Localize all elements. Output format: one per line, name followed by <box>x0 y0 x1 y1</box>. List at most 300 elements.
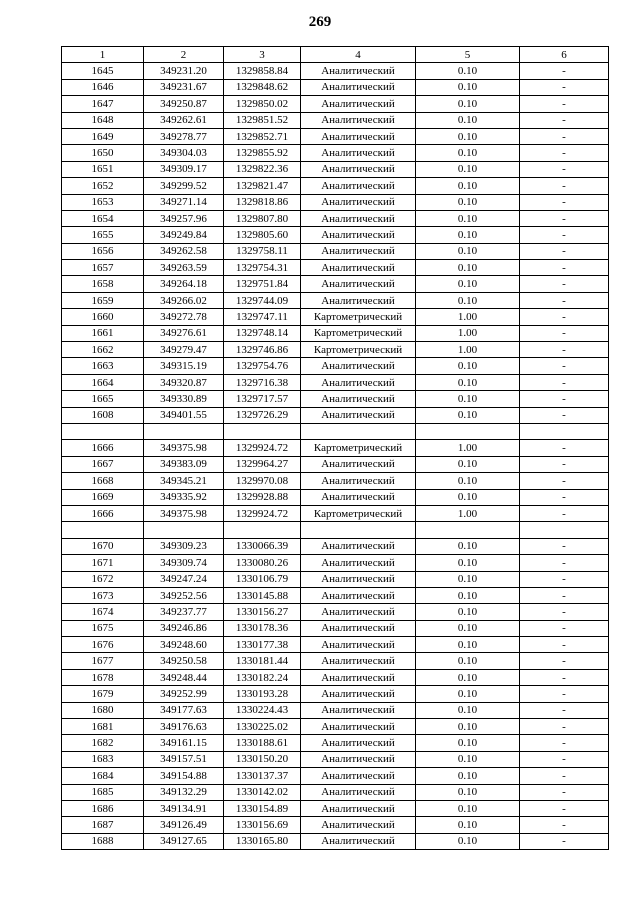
table-cell: 1681 <box>62 719 144 735</box>
table-row <box>62 768 609 784</box>
table-row <box>62 735 609 751</box>
table-row <box>62 702 609 718</box>
table-row <box>62 276 609 292</box>
table-cell: - <box>520 276 609 292</box>
table-cell: 349271.14 <box>144 194 224 210</box>
table-cell: 1330145.88 <box>224 587 301 603</box>
table-cell: 1658 <box>62 276 144 292</box>
table-cell: - <box>520 505 609 521</box>
table-cell: 0.10 <box>416 653 520 669</box>
table-cell: 0.10 <box>416 210 520 226</box>
table-cell: 1675 <box>62 620 144 636</box>
table-cell: 349272.78 <box>144 309 224 325</box>
table-row <box>62 210 609 226</box>
table-cell: 349335.92 <box>144 489 224 505</box>
table-cell: - <box>520 407 609 423</box>
table-cell: Аналитический <box>301 210 416 226</box>
table-row <box>62 784 609 800</box>
table-row <box>62 522 609 538</box>
table-cell: 349154.88 <box>144 768 224 784</box>
table-cell: Аналитический <box>301 391 416 407</box>
table-row <box>62 96 609 112</box>
table-cell: Аналитический <box>301 538 416 554</box>
table-cell: 349161.15 <box>144 735 224 751</box>
table-cell: Аналитический <box>301 555 416 571</box>
table-cell: Аналитический <box>301 800 416 816</box>
table-cell: 349262.61 <box>144 112 224 128</box>
table-cell <box>301 522 416 538</box>
table-cell: 0.10 <box>416 456 520 472</box>
table-row <box>62 145 609 161</box>
table-cell: 1676 <box>62 637 144 653</box>
table-cell: 1329855.92 <box>224 145 301 161</box>
table-cell: Аналитический <box>301 112 416 128</box>
table-cell: 1330066.39 <box>224 538 301 554</box>
table-cell: 1329821.47 <box>224 178 301 194</box>
column-header: 2 <box>144 47 224 63</box>
table-cell <box>520 522 609 538</box>
table-cell: Аналитический <box>301 587 416 603</box>
table-cell: Аналитический <box>301 833 416 849</box>
table-cell: 1685 <box>62 784 144 800</box>
table-cell: 1329717.57 <box>224 391 301 407</box>
table-cell: - <box>520 571 609 587</box>
table-cell: Аналитический <box>301 276 416 292</box>
table-cell <box>144 522 224 538</box>
table-cell: 349126.49 <box>144 817 224 833</box>
table-cell: 1646 <box>62 79 144 95</box>
table-row <box>62 719 609 735</box>
table-cell: 349276.61 <box>144 325 224 341</box>
table-cell: 1330225.02 <box>224 719 301 735</box>
table-cell: - <box>520 128 609 144</box>
table-cell: 0.10 <box>416 161 520 177</box>
table-cell: - <box>520 489 609 505</box>
table-cell: 1330156.27 <box>224 604 301 620</box>
table-cell: - <box>520 784 609 800</box>
table-cell: 1.00 <box>416 325 520 341</box>
table-cell: - <box>520 112 609 128</box>
table-cell: 1329751.84 <box>224 276 301 292</box>
table-cell: 1679 <box>62 686 144 702</box>
table-cell: 1652 <box>62 178 144 194</box>
table-cell: 0.10 <box>416 407 520 423</box>
table-cell: 0.10 <box>416 538 520 554</box>
table-cell: 1329858.84 <box>224 63 301 79</box>
table-cell: 0.10 <box>416 374 520 390</box>
table-cell: - <box>520 702 609 718</box>
table-row <box>62 669 609 685</box>
table-cell: Картометрический <box>301 325 416 341</box>
table-cell: - <box>520 620 609 636</box>
table-cell: 349315.19 <box>144 358 224 374</box>
table-row <box>62 571 609 587</box>
table-cell: 349278.77 <box>144 128 224 144</box>
table-cell: 1.00 <box>416 342 520 358</box>
table-cell: 0.10 <box>416 473 520 489</box>
table-cell: - <box>520 243 609 259</box>
table-cell: 1657 <box>62 260 144 276</box>
table-cell: 349345.21 <box>144 473 224 489</box>
table-cell: 1665 <box>62 391 144 407</box>
table-cell: 0.10 <box>416 571 520 587</box>
table-cell: 1645 <box>62 63 144 79</box>
table-cell: 0.10 <box>416 768 520 784</box>
table-cell: 1329758.11 <box>224 243 301 259</box>
table-cell: 1.00 <box>416 309 520 325</box>
table-row <box>62 800 609 816</box>
table-cell: 349375.98 <box>144 440 224 456</box>
column-header: 3 <box>224 47 301 63</box>
table-cell: 0.10 <box>416 817 520 833</box>
table-cell: 1.00 <box>416 440 520 456</box>
table-cell: 1329924.72 <box>224 440 301 456</box>
table-cell: 349263.59 <box>144 260 224 276</box>
table-cell: 1330156.69 <box>224 817 301 833</box>
page-number: 269 <box>308 14 332 30</box>
table-cell: - <box>520 719 609 735</box>
table-cell: Аналитический <box>301 260 416 276</box>
table-cell: 349375.98 <box>144 505 224 521</box>
table-cell: 349177.63 <box>144 702 224 718</box>
table-cell: Аналитический <box>301 243 416 259</box>
table-cell: 0.10 <box>416 800 520 816</box>
table-row <box>62 538 609 554</box>
table-cell: 1329754.31 <box>224 260 301 276</box>
table-cell: 349264.18 <box>144 276 224 292</box>
table-cell: 1329805.60 <box>224 227 301 243</box>
table-cell: Аналитический <box>301 161 416 177</box>
table-cell: - <box>520 686 609 702</box>
table-cell: Аналитический <box>301 751 416 767</box>
table-cell <box>224 522 301 538</box>
table-cell <box>520 423 609 439</box>
table-cell: 0.10 <box>416 669 520 685</box>
table-cell: - <box>520 473 609 489</box>
table-cell <box>62 522 144 538</box>
table-cell: 349304.03 <box>144 145 224 161</box>
table-cell: 1329970.08 <box>224 473 301 489</box>
table-header-row <box>62 47 609 63</box>
table-cell: 1673 <box>62 587 144 603</box>
table-cell: 0.10 <box>416 243 520 259</box>
table-cell: 1683 <box>62 751 144 767</box>
table-cell: 349176.63 <box>144 719 224 735</box>
table-cell: 0.10 <box>416 276 520 292</box>
table-cell: 349248.44 <box>144 669 224 685</box>
table-cell: - <box>520 309 609 325</box>
table-cell: - <box>520 210 609 226</box>
table-cell: Аналитический <box>301 686 416 702</box>
table-row <box>62 161 609 177</box>
table-row <box>62 505 609 521</box>
table-cell: Аналитический <box>301 784 416 800</box>
table-cell: Аналитический <box>301 571 416 587</box>
table-cell: Аналитический <box>301 473 416 489</box>
table-row <box>62 817 609 833</box>
table-row <box>62 342 609 358</box>
table-cell: 0.10 <box>416 292 520 308</box>
table-cell: 1329850.02 <box>224 96 301 112</box>
column-header: 1 <box>62 47 144 63</box>
table-cell: 0.10 <box>416 719 520 735</box>
table-cell: 1330178.36 <box>224 620 301 636</box>
table-cell: 1667 <box>62 456 144 472</box>
table-cell: 1666 <box>62 505 144 521</box>
table-cell: 0.10 <box>416 702 520 718</box>
table-cell: 0.10 <box>416 686 520 702</box>
table-cell: - <box>520 800 609 816</box>
table-cell: 1329848.62 <box>224 79 301 95</box>
table-row <box>62 309 609 325</box>
table-cell: 1329822.36 <box>224 161 301 177</box>
table-row <box>62 833 609 849</box>
table-cell: - <box>520 161 609 177</box>
table-cell: Аналитический <box>301 63 416 79</box>
table-row <box>62 686 609 702</box>
table-cell: 1329928.88 <box>224 489 301 505</box>
table-cell: 1330224.43 <box>224 702 301 718</box>
table-cell: - <box>520 637 609 653</box>
table-row <box>62 178 609 194</box>
table-cell: Картометрический <box>301 440 416 456</box>
table-cell: Аналитический <box>301 79 416 95</box>
table-cell: 1680 <box>62 702 144 718</box>
table-cell: Аналитический <box>301 702 416 718</box>
table-row <box>62 555 609 571</box>
table-row <box>62 260 609 276</box>
table-cell: 0.10 <box>416 96 520 112</box>
table-cell: 0.10 <box>416 833 520 849</box>
table-cell: 0.10 <box>416 145 520 161</box>
table-cell: 1330181.44 <box>224 653 301 669</box>
table-cell: 1650 <box>62 145 144 161</box>
table-cell: 1664 <box>62 374 144 390</box>
table-row <box>62 374 609 390</box>
table-cell: Аналитический <box>301 653 416 669</box>
table-cell: 349299.52 <box>144 178 224 194</box>
table-cell: Аналитический <box>301 292 416 308</box>
table-cell: 349134.91 <box>144 800 224 816</box>
table-cell: 1661 <box>62 325 144 341</box>
table-cell: 1608 <box>62 407 144 423</box>
table-row <box>62 407 609 423</box>
table-row <box>62 489 609 505</box>
table-cell: 1671 <box>62 555 144 571</box>
table-cell: Аналитический <box>301 407 416 423</box>
table-row <box>62 325 609 341</box>
table-cell: - <box>520 653 609 669</box>
table-cell: 0.10 <box>416 227 520 243</box>
table-cell: - <box>520 604 609 620</box>
table-cell: 1686 <box>62 800 144 816</box>
table-cell: - <box>520 178 609 194</box>
table-row <box>62 391 609 407</box>
table-cell: - <box>520 751 609 767</box>
table-cell: - <box>520 456 609 472</box>
table-cell: - <box>520 292 609 308</box>
table-cell: - <box>520 325 609 341</box>
table-cell: 349330.89 <box>144 391 224 407</box>
table-cell: 1659 <box>62 292 144 308</box>
table-cell: 349257.96 <box>144 210 224 226</box>
table-cell: 0.10 <box>416 63 520 79</box>
table-cell: - <box>520 260 609 276</box>
column-header: 5 <box>416 47 520 63</box>
table-cell: 1330193.28 <box>224 686 301 702</box>
table-cell: 349237.77 <box>144 604 224 620</box>
table-cell: - <box>520 735 609 751</box>
table-cell: Аналитический <box>301 768 416 784</box>
table-cell: - <box>520 374 609 390</box>
table-cell: Аналитический <box>301 194 416 210</box>
table-cell: 0.10 <box>416 128 520 144</box>
table-cell: 1329716.38 <box>224 374 301 390</box>
table-cell: 0.10 <box>416 555 520 571</box>
table-cell: 1329852.71 <box>224 128 301 144</box>
table-cell: Аналитический <box>301 817 416 833</box>
table-cell: 1330137.37 <box>224 768 301 784</box>
table-row <box>62 637 609 653</box>
table-cell: 1330080.26 <box>224 555 301 571</box>
table-cell: 349246.86 <box>144 620 224 636</box>
table-cell: - <box>520 768 609 784</box>
table-cell: 349157.51 <box>144 751 224 767</box>
table-cell: - <box>520 194 609 210</box>
table-cell: 1678 <box>62 669 144 685</box>
table-cell: 0.10 <box>416 391 520 407</box>
table-row <box>62 79 609 95</box>
table-cell: 1656 <box>62 243 144 259</box>
table-cell: 349279.47 <box>144 342 224 358</box>
table-cell: 0.10 <box>416 784 520 800</box>
table-cell: 1651 <box>62 161 144 177</box>
table-cell: 1329748.14 <box>224 325 301 341</box>
column-header: 6 <box>520 47 609 63</box>
table-cell: 349231.67 <box>144 79 224 95</box>
table-cell: 1329726.29 <box>224 407 301 423</box>
table-cell: - <box>520 391 609 407</box>
table-cell: 1669 <box>62 489 144 505</box>
table-row <box>62 604 609 620</box>
table-row <box>62 358 609 374</box>
table-cell: - <box>520 79 609 95</box>
table-row <box>62 292 609 308</box>
table-cell: - <box>520 833 609 849</box>
table-cell: Аналитический <box>301 128 416 144</box>
table-cell: 1330154.89 <box>224 800 301 816</box>
table-cell: - <box>520 440 609 456</box>
table-cell <box>416 423 520 439</box>
table-cell: 1329964.27 <box>224 456 301 472</box>
table-cell: 1663 <box>62 358 144 374</box>
table-cell: 1666 <box>62 440 144 456</box>
table-cell: 349309.17 <box>144 161 224 177</box>
table-cell: 1684 <box>62 768 144 784</box>
table-row <box>62 423 609 439</box>
table-cell: 1330150.20 <box>224 751 301 767</box>
table-cell: 349248.60 <box>144 637 224 653</box>
table-cell: Аналитический <box>301 637 416 653</box>
table-cell: Аналитический <box>301 735 416 751</box>
table-cell: - <box>520 555 609 571</box>
table-cell: 1648 <box>62 112 144 128</box>
table-row <box>62 751 609 767</box>
coordinates-table <box>61 46 609 850</box>
table-cell <box>301 423 416 439</box>
table-cell <box>224 423 301 439</box>
table-cell: - <box>520 227 609 243</box>
table-cell: Аналитический <box>301 456 416 472</box>
table-cell: Аналитический <box>301 178 416 194</box>
table-cell: 0.10 <box>416 587 520 603</box>
table-row <box>62 243 609 259</box>
table-cell: 349250.87 <box>144 96 224 112</box>
table-cell: 1668 <box>62 473 144 489</box>
table-cell: 1329924.72 <box>224 505 301 521</box>
table-cell: 1329851.52 <box>224 112 301 128</box>
table-cell: 1329746.86 <box>224 342 301 358</box>
table-cell: 1329807.80 <box>224 210 301 226</box>
table-cell: 1688 <box>62 833 144 849</box>
table-row <box>62 456 609 472</box>
table-cell: Аналитический <box>301 719 416 735</box>
table-cell: Аналитический <box>301 96 416 112</box>
table-cell: Картометрический <box>301 505 416 521</box>
table-cell: 1670 <box>62 538 144 554</box>
table-cell: 1677 <box>62 653 144 669</box>
table-cell: Аналитический <box>301 358 416 374</box>
table-cell: 1654 <box>62 210 144 226</box>
table-cell <box>144 423 224 439</box>
table-cell: 349309.23 <box>144 538 224 554</box>
table-cell: 1329747.11 <box>224 309 301 325</box>
table-cell: 1682 <box>62 735 144 751</box>
table-cell: - <box>520 342 609 358</box>
table-cell: 1330182.24 <box>224 669 301 685</box>
table-cell: - <box>520 358 609 374</box>
table-cell: - <box>520 63 609 79</box>
table-cell: 349252.56 <box>144 587 224 603</box>
table-cell: - <box>520 817 609 833</box>
table-cell: Аналитический <box>301 604 416 620</box>
table-row <box>62 587 609 603</box>
table-cell: 0.10 <box>416 735 520 751</box>
table-cell: Аналитический <box>301 145 416 161</box>
table-cell: 0.10 <box>416 79 520 95</box>
table-cell: 0.10 <box>416 637 520 653</box>
table-cell: 349231.20 <box>144 63 224 79</box>
table-row <box>62 653 609 669</box>
table-cell: 0.10 <box>416 358 520 374</box>
table-cell: 1687 <box>62 817 144 833</box>
table-cell: 0.10 <box>416 604 520 620</box>
table-cell: 349383.09 <box>144 456 224 472</box>
table-cell: Аналитический <box>301 374 416 390</box>
table-cell: 349247.24 <box>144 571 224 587</box>
table-cell: 349252.99 <box>144 686 224 702</box>
table-row <box>62 194 609 210</box>
table-cell: - <box>520 538 609 554</box>
table-cell: 1655 <box>62 227 144 243</box>
table-cell: 349127.65 <box>144 833 224 849</box>
table-cell: 1330177.38 <box>224 637 301 653</box>
column-header: 4 <box>301 47 416 63</box>
table-cell: 349250.58 <box>144 653 224 669</box>
table-cell: 0.10 <box>416 620 520 636</box>
table-cell: 0.10 <box>416 194 520 210</box>
table-cell: 1329754.76 <box>224 358 301 374</box>
